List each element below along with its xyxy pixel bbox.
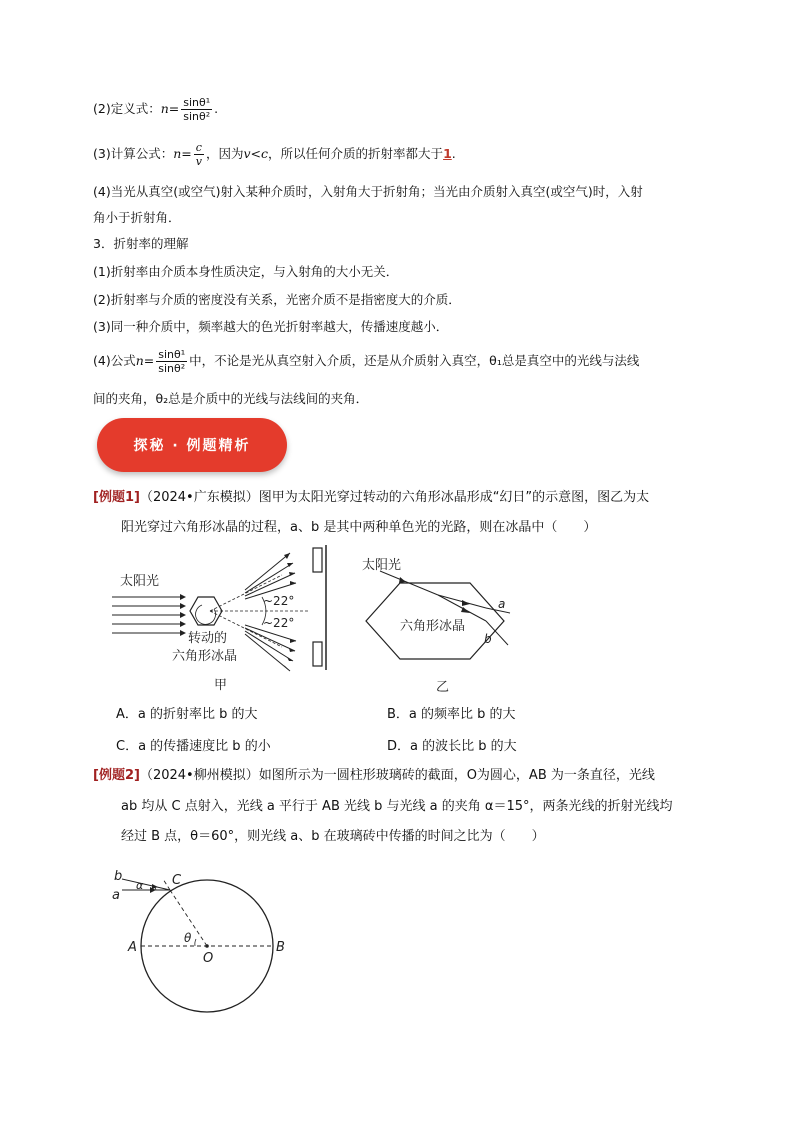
ray-b (122, 879, 170, 890)
option-a[interactable]: A．a 的折射率比 b 的大 (116, 707, 258, 722)
understanding-4: (4)公式n= $\frac{\text{sinθ¹}}{\text{sinθ²}}$ 中，不论是光从真空射入介质，还是从介质射入真空，θ₁总是真空中的光线与法线 (93, 348, 640, 375)
example-label: [例题2] (93, 768, 140, 783)
option-b[interactable]: B．a 的频率比 b 的大 (387, 707, 516, 722)
understanding-1: (1)折射率由介质本身性质决定，与入射角的大小无关． (93, 264, 399, 279)
fraction: $\frac{\text{sinθ¹}}{\text{sinθ²}}$ (158, 348, 186, 375)
answer-blank: 1 (443, 146, 452, 161)
option-d[interactable]: D．a 的波长比 b 的大 (387, 739, 517, 754)
example2-line2: ab 均从 C 点射入，光线 a 平行于 AB 光线 b 与光线 a 的夹角 α＝15°，两条光线的折射光线均 (121, 799, 673, 814)
label-alpha: α (136, 879, 144, 892)
option-c[interactable]: C．a 的传播速度比 b 的小 (116, 739, 271, 754)
label-c: C (172, 873, 182, 888)
figure-caption-jia: 甲 (214, 678, 228, 693)
ray-b-label: b (484, 632, 492, 646)
section-heading: 3．折射率的理解 (93, 236, 189, 251)
label-a-point: A (128, 940, 137, 955)
fraction: $\frac{c}{v}$ (195, 141, 202, 168)
label-b-point: B (276, 940, 285, 955)
example1-line2: 阳光穿过六角形冰晶的过程，a、b 是其中两种单色光的光路，则在冰晶中（ ） (121, 520, 597, 535)
understanding-2: (2)折射率与介质的密度没有关系，光密介质不是指密度大的介质． (93, 292, 461, 307)
label-a: a (112, 888, 120, 903)
item-4-line1: (4)当光从真空(或空气)射入某种介质时，入射角大于折射角；当光由介质射入真空(或空气)时，入射 (93, 184, 643, 199)
angle-down-label: ~22° (263, 616, 295, 630)
figure-circle (108, 862, 298, 1017)
calculation-formula: (3)计算公式：n= $\frac{c}{v}$ ，因为v<c，所以任何介质的折射率都大于1. (93, 141, 456, 168)
crystal-label-1: 转动的 (188, 631, 228, 646)
figure-jia (110, 545, 335, 695)
sun-label: 太阳光 (362, 558, 402, 573)
label-o: O (203, 951, 214, 966)
crystal-label-2: 六角形冰晶 (172, 649, 238, 664)
example2-line3: 经过 B 点，θ＝60°，则光线 a、b 在玻璃砖中传播的时间之比为（ ） (121, 829, 545, 844)
incoming-rays (112, 597, 180, 633)
label-theta: θ (184, 931, 192, 945)
figure-yi (358, 553, 528, 698)
item-4-line2: 角小于折射角． (93, 210, 181, 225)
refracted-rays (245, 553, 296, 671)
example-label: [例题1] (93, 490, 140, 505)
understanding-3: (3)同一种介质中，频率越大的色光折射率越大，传播速度越小． (93, 319, 449, 334)
crystal-label: 六角形冰晶 (400, 619, 466, 634)
fraction: $\frac{\text{sinθ¹}}{\text{sinθ²}}$ (183, 96, 211, 123)
angle-up-label: ~22° (263, 594, 295, 608)
understanding-4-line2: 间的夹角，θ₂总是介质中的光线与法线间的夹角． (93, 391, 369, 406)
section-banner: 探秘 · 例题精析 (97, 418, 287, 472)
example1-line1: [例题1]（2024•广东模拟）图甲为太阳光穿过转动的六角形冰晶形成“幻日”的示意图，图乙为太 (93, 490, 650, 505)
definition-formula: (2)定义式：n= $\frac{\text{sinθ¹}}{\text{sinθ²}}$ . (93, 96, 219, 123)
example2-line1: [例题2]（2024•柳州模拟）如图所示为一圆柱形玻璃砖的截面，O为圆心，AB 为一条直径，光线 (93, 768, 655, 783)
sun-label: 太阳光 (120, 574, 160, 589)
label-b: b (114, 869, 123, 884)
ray-a-label: a (498, 597, 506, 611)
figure-caption-yi: 乙 (436, 680, 450, 695)
